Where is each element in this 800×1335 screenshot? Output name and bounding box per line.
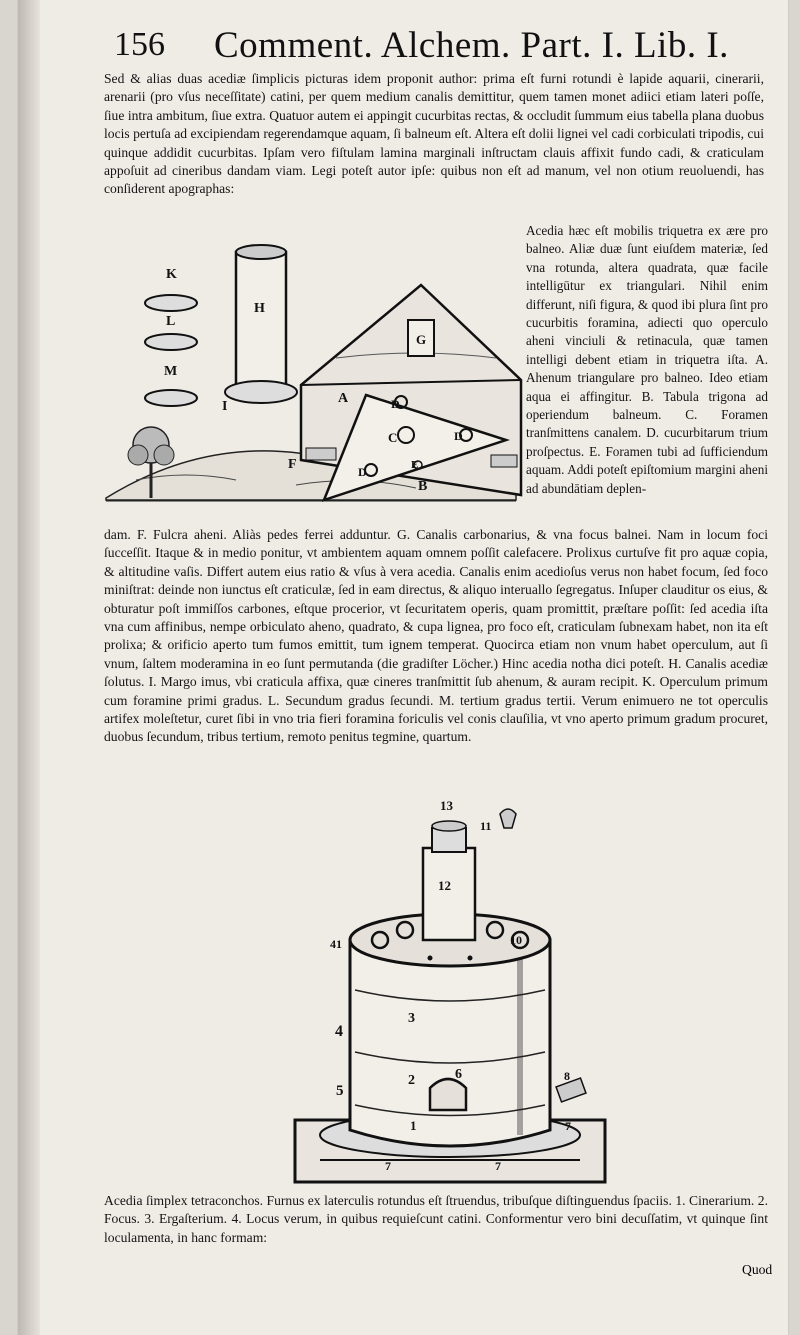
figure1-label: G — [416, 332, 427, 347]
catchword: Quod — [742, 1262, 773, 1277]
figure1-label: D — [358, 465, 367, 479]
figure2-label: 12 — [438, 878, 451, 893]
side-paragraph: Acedia hæc eſt mobilis triquetra ex ære pro balneo. Aliæ duæ ſunt eiuſdem materiæ, ſed vna rotunda, altera quadrata, quæ facile intelligūtur ex triangulari. Nihil enim differunt, niſi figura, & quod ibi plura ſint pro cucurbitis foramina, adiecti quo operculo aheni vinciuli & retinacula, quæ tamen intelligi debent etiam in triquetra iſta. A. Ahenum triangulare pro balneo. Ideo etiam aqua ei affingitur. B. Tabula trigona ad operiendum balneum. C. Foramen tranſmittens canalem. D. cucurbitarum trium proſpectus. E. Foramen tubi ad ſufficiendum aquam. Addi poteſt epiſtomium margini aheni ad abundātiam deplen- — [526, 223, 768, 496]
figure1-label: D — [391, 397, 400, 411]
figure1-label: F — [288, 457, 297, 472]
figure2-label: 8 — [564, 1069, 570, 1083]
figure1-label: I — [222, 399, 228, 414]
figure2-label: 2 — [408, 1073, 415, 1088]
woodcut-round-furnace — [280, 790, 610, 1190]
figure2-label: 3 — [408, 1011, 415, 1026]
woodcut-triangular-bath — [96, 230, 526, 526]
figure2-label: 41 — [330, 937, 342, 951]
figure1-label: C — [388, 430, 398, 445]
figure2-label: 11 — [480, 819, 492, 833]
page-header — [114, 16, 774, 72]
figure-triangular-bath — [96, 230, 526, 526]
figure2-label: 4 — [335, 1023, 343, 1040]
running-title: Comment. Alchem. Part. I. Lib. I. — [214, 25, 729, 66]
figure-round-furnace — [280, 790, 610, 1190]
furnace-caption-paragraph: Acedia ſimplex tetraconchos. Furnus ex laterculis rotundus eſt ſtruendus, tribuſque diſtinguendus ſpaciis. 1. Cinerarium. 2. Focus. 3. Ergaſterium. 4. Locus verum, in quibus requieſcunt catini. Conformentur vero bini decuſſatim, vt quinque ſint loculamenta, in hanc formam: — [104, 1193, 768, 1245]
figure1-label: D — [454, 429, 463, 443]
figure2-label: 10 — [510, 933, 522, 947]
page-number: 156 — [114, 26, 165, 63]
figure2-label: 7 — [495, 1159, 501, 1173]
figure2-label: 6 — [455, 1067, 462, 1082]
page-spine-shadow — [18, 0, 40, 1335]
figure1-label: B — [418, 479, 428, 494]
figure2-label: 5 — [336, 1083, 344, 1099]
figure2-label: 7 — [385, 1159, 391, 1173]
figure1-label: E — [411, 459, 419, 471]
figure2-label: 1 — [410, 1118, 417, 1133]
figure1-label: L — [166, 314, 176, 329]
figure1-label: M — [164, 364, 178, 379]
figure2-label: 13 — [440, 798, 453, 813]
figure2-label: 7 — [565, 1119, 571, 1133]
figure1-label: K — [166, 267, 177, 282]
intro-paragraph: Sed & alias duas acediæ ſimplicis picturas idem proponit author: prima eſt furni rotundi è lapide aquarii, cinerarii, arenarii (pro vſus neceſſitate) catini, per quem medium canalis demittitur, quem tamen monet adiici etiam lateri poſſe, ſiue intra ambitum, ſiue extra. Quatuor autem ei appingit cucurbitas rectas, & occludit ſummum eius tabella plana duobus locis pertuſa ad excipiendam regerendamque aquam, ſi balneum eſt. Altera eſt dolii lignei vel cadi corbiculati tripodis, cui quinque addidit cucurbitas. Ipſam vero fiſtulam lamina marginali inſtructam clauis affixit fundo cadi, & craticulam appoſuit ad cineribus dandam viam. Legi poteſt autor ipſe: quibus non eſt ad manum, vel non otium reuoluendi, has conſiderent apographas: — [104, 71, 764, 197]
figure1-label: H — [254, 301, 265, 316]
after-figure-paragraph: dam. F. Fulcra aheni. Aliàs pedes ferrei adduntur. G. Canalis carbonarius, & vna focus balnei. Nam in locum foci ſucceſſit. Itaque & in medio ponitur, vt ambientem aquam omnem poſſit calefacere. Prolixus curtuſve fit pro aquæ copia, & altitudine vaſis. Differt autem eius ratio & vſus à vera acedia. Canalis enim acedioſus verus non habet focum, ſed foco miniſtrat: deinde non iunctus eſt craticulæ, ſed in eam directus, & aliquo interuallo ſegregatus. Inſuper clauditur os eius, & obturatur poſt immiſſos carbones, eſtque procerior, vt ſecuritatem operis, quam promittit, præſtare poſſit: ſed acedia iſta vna cum affinibus, nempe orbiculato aheno, quadrato, & cupa lignea, pro foco eſt, craticulam ſubnexam habet, non ita eſt prolixa; & orificio aperto tum fumos emittit, tum ignem temperat. Quocirca etiam non vnum habet operculum, aut ſi vnum, ſaltem moderamina in eo ſunt permutanda (die gradiſter Löcher.) Hinc acedia notha dici poteſt. H. Canalis acediæ ſolutus. I. Margo imus, vbi craticula affixa, quæ cineres tranſmittit ſub ahenum, & auram recipit. K. Operculum primum cum foramine primi gradus. L. Secundum gradus ſecundi. M. tertium gradus tertii. Verum enimuero ne tot operculis artifex moleſtetur, curet ſibi in vno tria fieri foramina foriculis vel conis clauſilia, vt vno aperto primum gradum procuret, duobus ſecundum, tribus tertium, remoto penitus tegmine, quartum. — [104, 527, 768, 745]
figure1-label: A — [338, 391, 349, 406]
